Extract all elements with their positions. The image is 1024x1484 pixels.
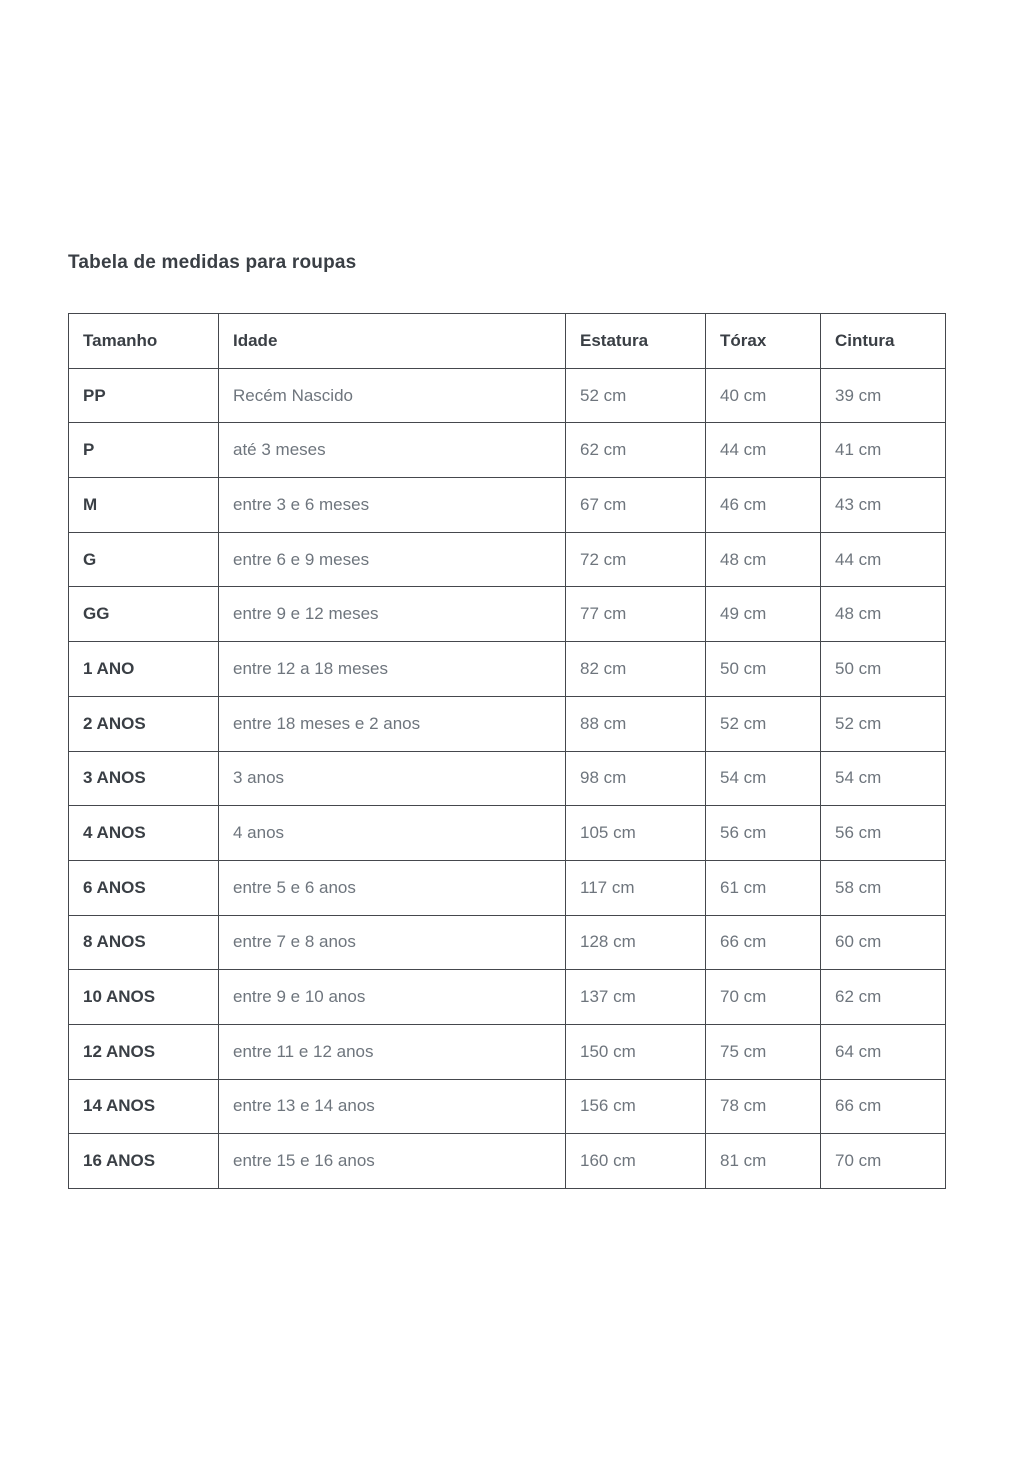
- cell-estatura: 52 cm: [566, 368, 706, 423]
- cell-estatura: 105 cm: [566, 806, 706, 861]
- cell-cintura: 64 cm: [821, 1024, 946, 1079]
- cell-torax: 49 cm: [706, 587, 821, 642]
- cell-idade: Recém Nascido: [219, 368, 566, 423]
- cell-idade: entre 6 e 9 meses: [219, 532, 566, 587]
- cell-tamanho: 8 ANOS: [69, 915, 219, 970]
- table-row: [69, 532, 946, 587]
- cell-estatura: 156 cm: [566, 1079, 706, 1134]
- cell-tamanho: GG: [69, 587, 219, 642]
- cell-tamanho: 2 ANOS: [69, 696, 219, 751]
- cell-tamanho: G: [69, 532, 219, 587]
- cell-estatura: 137 cm: [566, 970, 706, 1025]
- table-row: [69, 587, 946, 642]
- cell-torax: 56 cm: [706, 806, 821, 861]
- table-row: [69, 1134, 946, 1189]
- cell-estatura: 150 cm: [566, 1024, 706, 1079]
- cell-estatura: 98 cm: [566, 751, 706, 806]
- cell-tamanho: 16 ANOS: [69, 1134, 219, 1189]
- table-row: [69, 1024, 946, 1079]
- cell-idade: entre 5 e 6 anos: [219, 860, 566, 915]
- column-header-tamanho: Tamanho: [69, 314, 219, 369]
- table-row: [69, 806, 946, 861]
- cell-tamanho: 14 ANOS: [69, 1079, 219, 1134]
- cell-idade: entre 9 e 10 anos: [219, 970, 566, 1025]
- cell-idade: entre 18 meses e 2 anos: [219, 696, 566, 751]
- cell-tamanho: 10 ANOS: [69, 970, 219, 1025]
- cell-estatura: 160 cm: [566, 1134, 706, 1189]
- size-table-body: [69, 368, 946, 1188]
- cell-torax: 50 cm: [706, 642, 821, 697]
- table-row: [69, 696, 946, 751]
- cell-idade: até 3 meses: [219, 423, 566, 478]
- cell-cintura: 58 cm: [821, 860, 946, 915]
- page-title: Tabela de medidas para roupas: [68, 252, 357, 273]
- cell-cintura: 39 cm: [821, 368, 946, 423]
- cell-tamanho: M: [69, 478, 219, 533]
- cell-tamanho: 6 ANOS: [69, 860, 219, 915]
- cell-tamanho: 4 ANOS: [69, 806, 219, 861]
- table-row: [69, 970, 946, 1025]
- cell-cintura: 66 cm: [821, 1079, 946, 1134]
- cell-idade: entre 12 a 18 meses: [219, 642, 566, 697]
- cell-estatura: 77 cm: [566, 587, 706, 642]
- cell-idade: 3 anos: [219, 751, 566, 806]
- column-header-cintura: Cintura: [821, 314, 946, 369]
- column-header-torax: Tórax: [706, 314, 821, 369]
- table-row: [69, 368, 946, 423]
- cell-torax: 48 cm: [706, 532, 821, 587]
- table-row: [69, 423, 946, 478]
- size-table: [68, 313, 946, 1189]
- cell-torax: 70 cm: [706, 970, 821, 1025]
- cell-estatura: 62 cm: [566, 423, 706, 478]
- cell-cintura: 60 cm: [821, 915, 946, 970]
- size-table-head: [69, 314, 946, 369]
- cell-torax: 52 cm: [706, 696, 821, 751]
- cell-idade: entre 15 e 16 anos: [219, 1134, 566, 1189]
- cell-torax: 75 cm: [706, 1024, 821, 1079]
- cell-tamanho: 1 ANO: [69, 642, 219, 697]
- cell-idade: 4 anos: [219, 806, 566, 861]
- cell-idade: entre 13 e 14 anos: [219, 1079, 566, 1134]
- cell-estatura: 67 cm: [566, 478, 706, 533]
- cell-estatura: 82 cm: [566, 642, 706, 697]
- table-row: [69, 1079, 946, 1134]
- cell-tamanho: P: [69, 423, 219, 478]
- cell-estatura: 72 cm: [566, 532, 706, 587]
- cell-torax: 44 cm: [706, 423, 821, 478]
- cell-cintura: 70 cm: [821, 1134, 946, 1189]
- table-row: [69, 751, 946, 806]
- cell-torax: 81 cm: [706, 1134, 821, 1189]
- cell-cintura: 44 cm: [821, 532, 946, 587]
- column-header-idade: Idade: [219, 314, 566, 369]
- cell-tamanho: 3 ANOS: [69, 751, 219, 806]
- cell-idade: entre 9 e 12 meses: [219, 587, 566, 642]
- cell-torax: 78 cm: [706, 1079, 821, 1134]
- table-row: [69, 915, 946, 970]
- cell-tamanho: PP: [69, 368, 219, 423]
- header-row: [69, 314, 946, 369]
- column-header-estatura: Estatura: [566, 314, 706, 369]
- cell-cintura: 62 cm: [821, 970, 946, 1025]
- table-row: [69, 860, 946, 915]
- cell-estatura: 88 cm: [566, 696, 706, 751]
- cell-torax: 46 cm: [706, 478, 821, 533]
- cell-cintura: 41 cm: [821, 423, 946, 478]
- cell-torax: 66 cm: [706, 915, 821, 970]
- table-row: [69, 642, 946, 697]
- cell-cintura: 56 cm: [821, 806, 946, 861]
- cell-cintura: 50 cm: [821, 642, 946, 697]
- cell-idade: entre 7 e 8 anos: [219, 915, 566, 970]
- cell-cintura: 52 cm: [821, 696, 946, 751]
- cell-torax: 61 cm: [706, 860, 821, 915]
- cell-estatura: 117 cm: [566, 860, 706, 915]
- cell-torax: 54 cm: [706, 751, 821, 806]
- cell-idade: entre 11 e 12 anos: [219, 1024, 566, 1079]
- cell-idade: entre 3 e 6 meses: [219, 478, 566, 533]
- cell-cintura: 43 cm: [821, 478, 946, 533]
- cell-cintura: 54 cm: [821, 751, 946, 806]
- cell-estatura: 128 cm: [566, 915, 706, 970]
- table-row: [69, 478, 946, 533]
- cell-torax: 40 cm: [706, 368, 821, 423]
- cell-cintura: 48 cm: [821, 587, 946, 642]
- cell-tamanho: 12 ANOS: [69, 1024, 219, 1079]
